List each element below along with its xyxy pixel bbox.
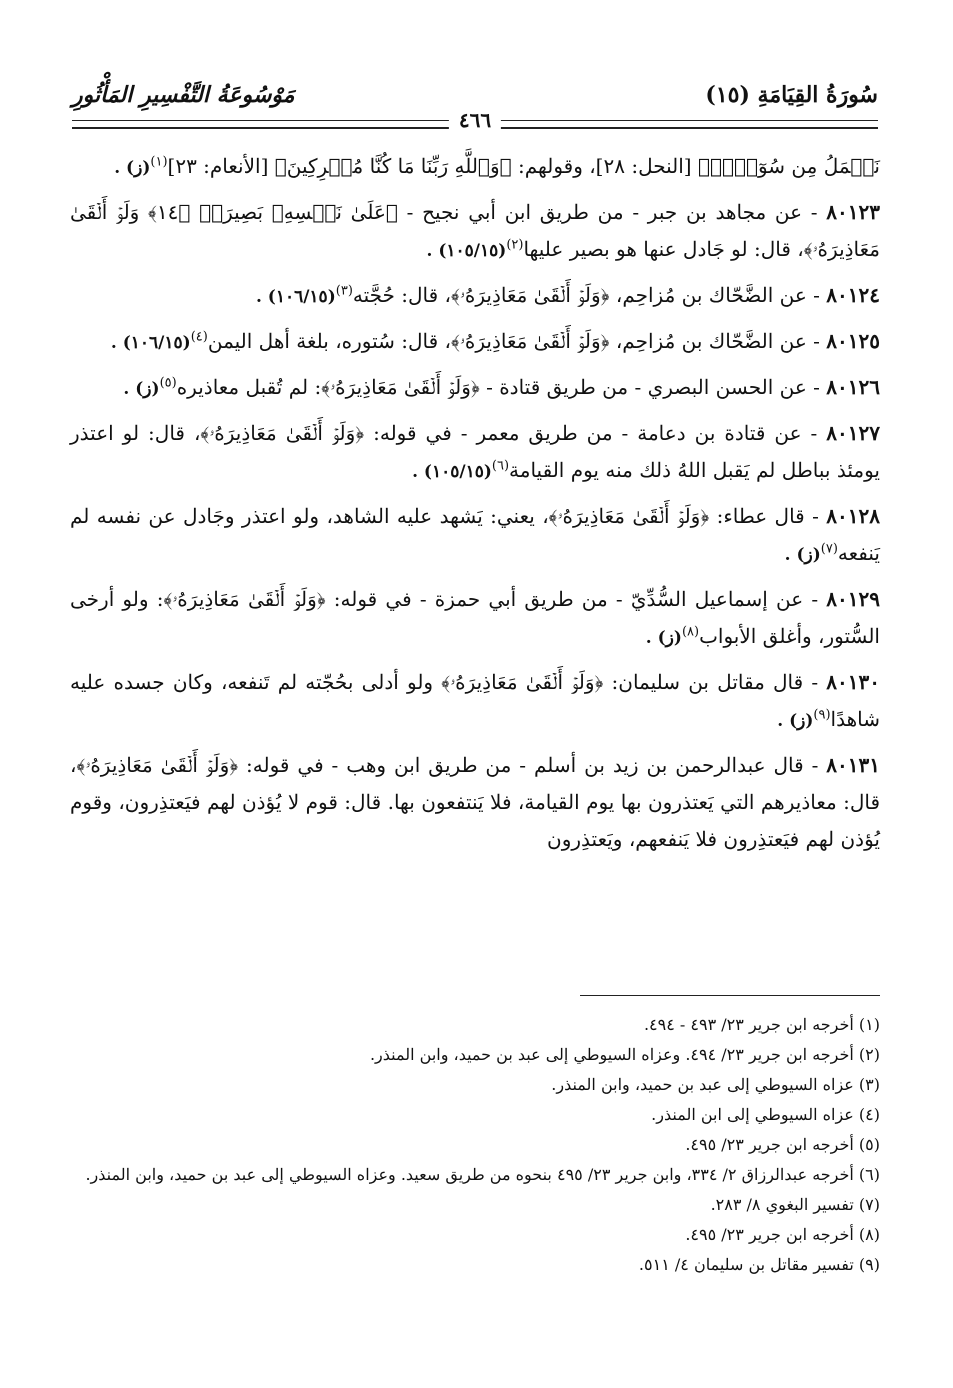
footnote: (٧) تفسير البغوي ٨/ ٢٨٣. <box>710 1195 880 1214</box>
paragraph-reference: . (ز) <box>645 628 682 648</box>
narration-number: ٨٠١٣٠ <box>826 670 881 694</box>
footnote-marker: (٧) <box>820 541 838 557</box>
paragraph-text: - عن قتادة بن دعامة - من طريق معمر - في قوله: ﴿وَلَوۡ أَلۡقَىٰ مَعَاذِيرَهُۥ﴾، قال: لو اعتذر يومئذ بباطل لم يَقبل اللهُ ذلك منه يوم القيامة <box>70 421 880 482</box>
footnotes <box>70 1010 880 1280</box>
footnote: (٩) تفسير مقاتل بن سليمان ٤/ ٥١١. <box>638 1255 880 1274</box>
page-header <box>72 82 878 132</box>
footnote: (٥) أخرجه ابن جرير ٢٣/ ٤٩٥. <box>685 1135 880 1154</box>
book-title: مَوْسُوعَةُ التَّفْسِيرِ المَأْثُورِ <box>72 82 295 108</box>
paragraph <box>70 148 880 187</box>
paragraph <box>70 277 880 316</box>
narration-number: ٨٠١٢٤ <box>826 283 880 307</box>
narration-number: ٨٠١٢٧ <box>826 421 881 445</box>
footnote-marker: (١) <box>150 154 168 170</box>
footnote-marker: (٨) <box>681 624 700 640</box>
paragraph-reference: . (١٠٦/١٥) <box>255 287 336 307</box>
surah-title: سُورَةُ القِيَامَةِ (١٥) <box>705 82 878 108</box>
footnote: (١) أخرجه ابن جرير ٢٣/ ٤٩٣ - ٤٩٤. <box>643 1015 880 1034</box>
paragraph <box>70 498 880 574</box>
footnote-marker: (٦) <box>491 458 510 474</box>
paragraph-text: نَعۡمَلُ مِن سُوٓءِۭۚ﴾ [النحل: ٢٨]، وقولهم: ﴿وَٱللَّهِ رَبِّنَا مَا كُنَّا مُشۡرِكِينَ﴾ [الأنعام: ٢٣] <box>167 154 880 178</box>
footnote: (٦) أخرجه عبدالرزاق ٢/ ٣٣٤، وابن جرير ٢٣/ ٤٩٥ بنحوه من طريق سعيد. وعزاه السيوطي إلى عبد بن حميد، وابن المنذر. <box>85 1165 880 1184</box>
paragraph-reference: . (ز) <box>784 545 821 565</box>
paragraph-reference: . (١٠٥/١٥) <box>426 241 507 261</box>
paragraph-reference: . (١٠٥/١٥) <box>412 462 492 482</box>
paragraph-text: - عن مجاهد بن جبر - من طريق ابن أبي نجيح - ﴿عَلَىٰ نَفۡسِهِۦ بَصِيرَةٞ ﴿١٤﴾ وَلَوۡ أَلۡقَىٰ مَعَاذِيرَهُۥ﴾، قال: لو جَادل عنها هو بصير عليها <box>70 200 880 261</box>
paragraph-reference: . (ز) <box>114 158 151 178</box>
footnote: (٣) عزاه السيوطي إلى عبد بن حميد، وابن المنذر. <box>551 1075 880 1094</box>
footnote: (٨) أخرجه ابن جرير ٢٣/ ٤٩٥. <box>685 1225 880 1244</box>
paragraph-text: - عن الضَّحّاك بن مُزاحِم، ﴿وَلَوۡ أَلۡقَىٰ مَعَاذِيرَهُۥ﴾، قال: سُتوره، بلغة أهل اليمن <box>207 329 820 353</box>
footnote-marker: (٢) <box>506 237 524 253</box>
narration-number: ٨٠١٣١ <box>826 753 880 777</box>
main-text <box>70 148 880 867</box>
paragraph-text: - عن الحسن البصري - من طريق قتادة - ﴿وَلَوۡ أَلۡقَىٰ مَعَاذِيرَهُۥ﴾: لم تُقبل معاذيره <box>176 375 820 399</box>
footnote-separator <box>580 995 880 996</box>
paragraph <box>70 664 880 740</box>
footnote: (٤) عزاه السيوطي إلى ابن المنذر. <box>651 1105 880 1124</box>
paragraph-reference: . (ز) <box>777 711 814 731</box>
narration-number: ٨٠١٢٨ <box>826 504 880 528</box>
page-number: ٤٦٦ <box>449 108 501 132</box>
paragraph-text: - قال عبدالرحمن بن زيد بن أسلم - من طريق ابن وهب - في قوله: ﴿وَلَوۡ أَلۡقَىٰ مَعَاذِيرَهُۥ﴾، قال: معاذيرهم التي يَعتذرون بها يوم القيامة، فلا يَنتفعون بها. قال: قوم لا يُؤذن لهم فيَعتذِرون، وقوم يُؤذن لهم فيَعتذِرون فلا يَنفعهم، ويَعتذِرون <box>70 753 880 851</box>
paragraph <box>70 747 880 860</box>
paragraph-text: - عن إسماعيل السُّدِّيّ - من طريق أبي حمزة - في قوله: ﴿وَلَوۡ أَلۡقَىٰ مَعَاذِيرَهُۥ﴾: ولو أرخى السُّتور، وأغلق الأبواب <box>70 587 880 648</box>
footnote-marker: (٥) <box>159 375 177 391</box>
paragraph <box>70 415 880 491</box>
paragraph-text: - قال مقاتل بن سليمان: ﴿وَلَوۡ أَلۡقَىٰ مَعَاذِيرَهُۥ﴾ ولو أدلى بحُجّته لم تَنفعه، وكان جسده عليه شاهدًا <box>70 670 880 731</box>
footnote-marker: (٩) <box>813 707 831 723</box>
narration-number: ٨٠١٢٩ <box>826 587 881 611</box>
paragraph-text: - قال عطاء: ﴿وَلَوۡ أَلۡقَىٰ مَعَاذِيرَهُۥ﴾، يعني: يَشهد عليه الشاهد، ولو اعتذر وجَادل عن نفسه لم يَنفعه <box>70 504 880 565</box>
narration-number: ٨٠١٢٥ <box>826 329 880 353</box>
paragraph <box>70 323 880 362</box>
paragraph-text: - عن الضَّحّاك بن مُزاحِم، ﴿وَلَوۡ أَلۡقَىٰ مَعَاذِيرَهُۥ﴾، قال: حُجَّته <box>352 283 820 307</box>
paragraph-reference: . (ز) <box>123 379 160 399</box>
paragraph <box>70 369 880 408</box>
narration-number: ٨٠١٢٣ <box>826 200 880 224</box>
footnote-marker: (٣) <box>335 283 353 299</box>
paragraph-reference: . (١٠٦/١٥) <box>110 333 191 353</box>
paragraph <box>70 581 880 657</box>
footnote-marker: (٤) <box>190 329 208 345</box>
narration-number: ٨٠١٢٦ <box>826 375 880 399</box>
footnote: (٢) أخرجه ابن جرير ٢٣/ ٤٩٤. وعزاه السيوطي إلى عبد بن حميد، وابن المنذر. <box>369 1045 880 1064</box>
paragraph <box>70 194 880 270</box>
